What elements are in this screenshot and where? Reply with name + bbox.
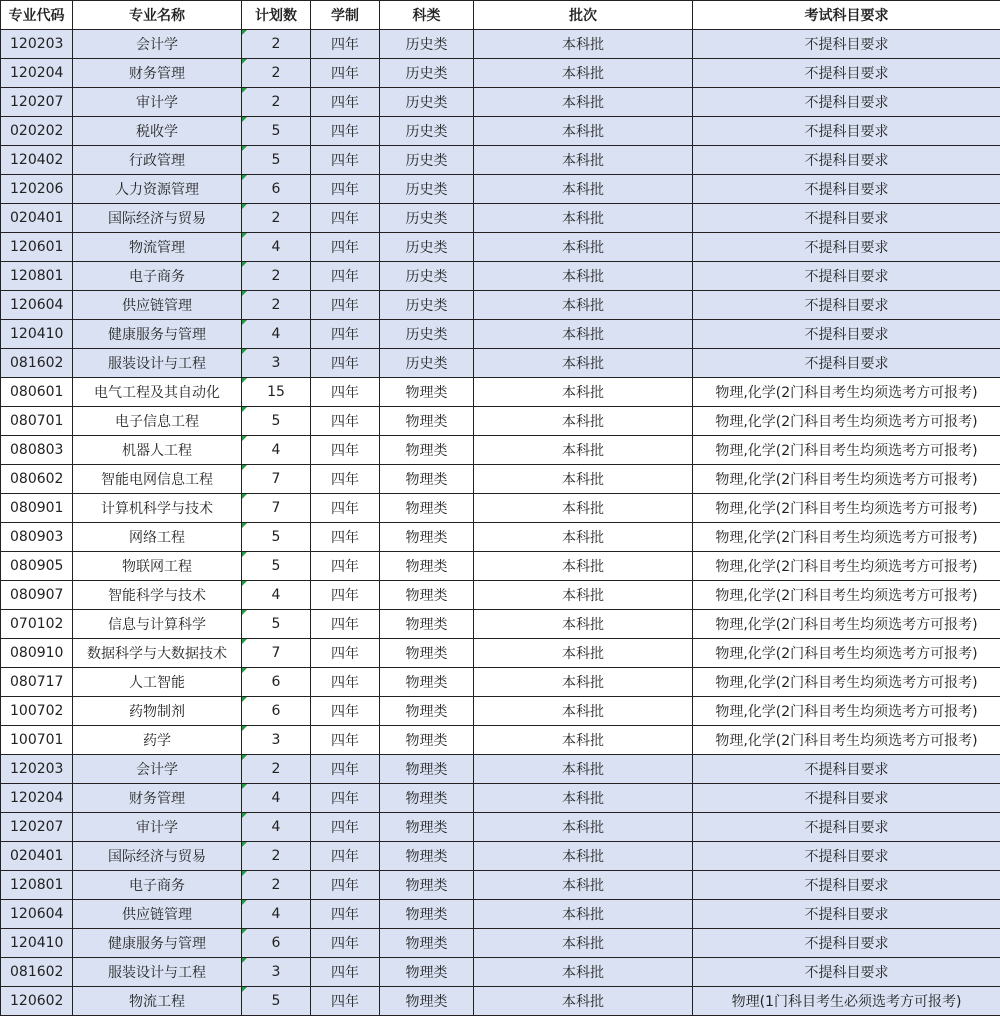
table-row [1, 929, 1000, 958]
cell-plan: 4 [242, 581, 311, 610]
table-row [1, 987, 1000, 1016]
cell-duration: 四年 [311, 929, 380, 958]
cell-category: 物理类 [380, 755, 474, 784]
cell-name: 会计学 [73, 755, 242, 784]
cell-plan: 2 [242, 871, 311, 900]
cell-batch: 本科批 [474, 697, 693, 726]
cell-name: 人力资源管理 [73, 175, 242, 204]
cell-code: 120204 [1, 59, 73, 88]
cell-batch: 本科批 [474, 88, 693, 117]
cell-requirement: 不提科目要求 [693, 117, 1000, 146]
cell-requirement: 不提科目要求 [693, 842, 1000, 871]
table-row [1, 697, 1000, 726]
cell-name: 供应链管理 [73, 900, 242, 929]
cell-batch: 本科批 [474, 581, 693, 610]
cell-name: 人工智能 [73, 668, 242, 697]
table-row [1, 842, 1000, 871]
cell-plan: 2 [242, 59, 311, 88]
cell-category: 物理类 [380, 697, 474, 726]
cell-plan: 2 [242, 30, 311, 59]
cell-plan: 6 [242, 175, 311, 204]
cell-plan: 6 [242, 929, 311, 958]
cell-requirement: 物理,化学(2门科目考生均须选考方可报考) [693, 581, 1000, 610]
cell-batch: 本科批 [474, 668, 693, 697]
cell-requirement: 不提科目要求 [693, 88, 1000, 117]
cell-batch: 本科批 [474, 813, 693, 842]
cell-requirement: 不提科目要求 [693, 929, 1000, 958]
cell-batch: 本科批 [474, 871, 693, 900]
cell-code: 081602 [1, 958, 73, 987]
cell-code: 120402 [1, 146, 73, 175]
cell-duration: 四年 [311, 378, 380, 407]
cell-duration: 四年 [311, 987, 380, 1016]
cell-duration: 四年 [311, 233, 380, 262]
table-row [1, 958, 1000, 987]
table-row [1, 668, 1000, 697]
cell-name: 服装设计与工程 [73, 349, 242, 378]
cell-category: 物理类 [380, 407, 474, 436]
cell-category: 历史类 [380, 204, 474, 233]
cell-plan: 2 [242, 842, 311, 871]
cell-duration: 四年 [311, 88, 380, 117]
table-row [1, 291, 1000, 320]
cell-name: 药物制剂 [73, 697, 242, 726]
cell-plan: 5 [242, 407, 311, 436]
cell-name: 审计学 [73, 813, 242, 842]
cell-requirement: 不提科目要求 [693, 320, 1000, 349]
cell-code: 120602 [1, 987, 73, 1016]
cell-code: 020202 [1, 117, 73, 146]
cell-code: 080907 [1, 581, 73, 610]
cell-name: 会计学 [73, 30, 242, 59]
cell-duration: 四年 [311, 726, 380, 755]
cell-code: 120601 [1, 233, 73, 262]
cell-code: 120207 [1, 813, 73, 842]
cell-duration: 四年 [311, 523, 380, 552]
header-code: 专业代码 [1, 1, 73, 30]
cell-code: 080701 [1, 407, 73, 436]
cell-batch: 本科批 [474, 407, 693, 436]
cell-requirement: 物理,化学(2门科目考生均须选考方可报考) [693, 523, 1000, 552]
table-row [1, 726, 1000, 755]
table-body [1, 30, 1000, 1016]
cell-plan: 4 [242, 813, 311, 842]
cell-category: 物理类 [380, 813, 474, 842]
cell-requirement: 不提科目要求 [693, 146, 1000, 175]
table-row [1, 262, 1000, 291]
cell-name: 国际经济与贸易 [73, 204, 242, 233]
cell-requirement: 不提科目要求 [693, 30, 1000, 59]
cell-batch: 本科批 [474, 987, 693, 1016]
table-row [1, 639, 1000, 668]
table-row [1, 610, 1000, 639]
cell-plan: 5 [242, 610, 311, 639]
cell-code: 080601 [1, 378, 73, 407]
cell-code: 120206 [1, 175, 73, 204]
cell-duration: 四年 [311, 610, 380, 639]
cell-plan: 2 [242, 291, 311, 320]
cell-name: 电子商务 [73, 871, 242, 900]
cell-code: 120204 [1, 784, 73, 813]
cell-requirement: 不提科目要求 [693, 900, 1000, 929]
header-plan: 计划数 [242, 1, 311, 30]
cell-name: 物流工程 [73, 987, 242, 1016]
cell-category: 物理类 [380, 929, 474, 958]
cell-code: 080910 [1, 639, 73, 668]
table-row [1, 813, 1000, 842]
cell-batch: 本科批 [474, 146, 693, 175]
cell-code: 020401 [1, 204, 73, 233]
cell-requirement: 不提科目要求 [693, 349, 1000, 378]
header-requirement: 考试科目要求 [693, 1, 1000, 30]
cell-duration: 四年 [311, 755, 380, 784]
table-row [1, 755, 1000, 784]
cell-category: 物理类 [380, 465, 474, 494]
header-name: 专业名称 [73, 1, 242, 30]
cell-requirement: 不提科目要求 [693, 958, 1000, 987]
cell-batch: 本科批 [474, 929, 693, 958]
cell-category: 物理类 [380, 581, 474, 610]
cell-requirement: 不提科目要求 [693, 204, 1000, 233]
cell-duration: 四年 [311, 494, 380, 523]
table-row [1, 465, 1000, 494]
table-row [1, 30, 1000, 59]
table-row [1, 523, 1000, 552]
cell-name: 机器人工程 [73, 436, 242, 465]
header-batch: 批次 [474, 1, 693, 30]
cell-name: 物流管理 [73, 233, 242, 262]
cell-duration: 四年 [311, 407, 380, 436]
cell-plan: 3 [242, 958, 311, 987]
cell-batch: 本科批 [474, 900, 693, 929]
cell-code: 080717 [1, 668, 73, 697]
cell-category: 物理类 [380, 900, 474, 929]
cell-plan: 4 [242, 320, 311, 349]
cell-duration: 四年 [311, 146, 380, 175]
cell-code: 120203 [1, 30, 73, 59]
cell-code: 120604 [1, 900, 73, 929]
cell-category: 历史类 [380, 233, 474, 262]
cell-duration: 四年 [311, 204, 380, 233]
cell-batch: 本科批 [474, 784, 693, 813]
cell-plan: 3 [242, 349, 311, 378]
cell-requirement: 物理,化学(2门科目考生均须选考方可报考) [693, 726, 1000, 755]
cell-batch: 本科批 [474, 30, 693, 59]
cell-name: 网络工程 [73, 523, 242, 552]
cell-category: 历史类 [380, 59, 474, 88]
cell-batch: 本科批 [474, 494, 693, 523]
cell-duration: 四年 [311, 842, 380, 871]
cell-plan: 6 [242, 668, 311, 697]
cell-batch: 本科批 [474, 349, 693, 378]
cell-plan: 4 [242, 784, 311, 813]
cell-category: 物理类 [380, 784, 474, 813]
cell-requirement: 不提科目要求 [693, 59, 1000, 88]
cell-code: 120410 [1, 929, 73, 958]
cell-name: 税收学 [73, 117, 242, 146]
table-row [1, 436, 1000, 465]
cell-requirement: 物理,化学(2门科目考生均须选考方可报考) [693, 494, 1000, 523]
cell-plan: 4 [242, 233, 311, 262]
table-row [1, 494, 1000, 523]
cell-duration: 四年 [311, 291, 380, 320]
cell-category: 历史类 [380, 146, 474, 175]
cell-batch: 本科批 [474, 842, 693, 871]
cell-category: 物理类 [380, 958, 474, 987]
cell-requirement: 不提科目要求 [693, 291, 1000, 320]
cell-name: 财务管理 [73, 784, 242, 813]
cell-requirement: 不提科目要求 [693, 755, 1000, 784]
cell-code: 100702 [1, 697, 73, 726]
cell-requirement: 不提科目要求 [693, 175, 1000, 204]
cell-category: 历史类 [380, 349, 474, 378]
cell-plan: 4 [242, 900, 311, 929]
cell-plan: 2 [242, 755, 311, 784]
cell-batch: 本科批 [474, 378, 693, 407]
cell-requirement: 物理,化学(2门科目考生均须选考方可报考) [693, 668, 1000, 697]
cell-batch: 本科批 [474, 204, 693, 233]
cell-name: 健康服务与管理 [73, 929, 242, 958]
cell-code: 100701 [1, 726, 73, 755]
table-row [1, 117, 1000, 146]
cell-category: 物理类 [380, 842, 474, 871]
table-row [1, 59, 1000, 88]
cell-name: 供应链管理 [73, 291, 242, 320]
cell-category: 历史类 [380, 30, 474, 59]
cell-duration: 四年 [311, 262, 380, 291]
cell-duration: 四年 [311, 900, 380, 929]
cell-requirement: 物理,化学(2门科目考生均须选考方可报考) [693, 378, 1000, 407]
cell-plan: 7 [242, 465, 311, 494]
cell-plan: 5 [242, 552, 311, 581]
cell-batch: 本科批 [474, 523, 693, 552]
cell-requirement: 物理,化学(2门科目考生均须选考方可报考) [693, 610, 1000, 639]
cell-plan: 2 [242, 88, 311, 117]
cell-requirement: 物理,化学(2门科目考生均须选考方可报考) [693, 436, 1000, 465]
cell-requirement: 物理(1门科目考生必须选考方可报考) [693, 987, 1000, 1016]
cell-name: 数据科学与大数据技术 [73, 639, 242, 668]
cell-category: 物理类 [380, 639, 474, 668]
cell-batch: 本科批 [474, 320, 693, 349]
cell-name: 审计学 [73, 88, 242, 117]
cell-duration: 四年 [311, 697, 380, 726]
cell-duration: 四年 [311, 30, 380, 59]
cell-code: 080901 [1, 494, 73, 523]
cell-batch: 本科批 [474, 610, 693, 639]
cell-plan: 5 [242, 523, 311, 552]
cell-name: 行政管理 [73, 146, 242, 175]
cell-name: 健康服务与管理 [73, 320, 242, 349]
cell-code: 070102 [1, 610, 73, 639]
cell-name: 计算机科学与技术 [73, 494, 242, 523]
table-row [1, 871, 1000, 900]
cell-code: 120207 [1, 88, 73, 117]
cell-plan: 7 [242, 494, 311, 523]
table-row [1, 378, 1000, 407]
cell-code: 080602 [1, 465, 73, 494]
cell-requirement: 物理,化学(2门科目考生均须选考方可报考) [693, 552, 1000, 581]
cell-code: 080803 [1, 436, 73, 465]
cell-code: 120604 [1, 291, 73, 320]
cell-batch: 本科批 [474, 755, 693, 784]
cell-code: 080903 [1, 523, 73, 552]
cell-requirement: 不提科目要求 [693, 871, 1000, 900]
cell-category: 历史类 [380, 291, 474, 320]
cell-batch: 本科批 [474, 465, 693, 494]
table-row [1, 233, 1000, 262]
cell-plan: 7 [242, 639, 311, 668]
cell-name: 财务管理 [73, 59, 242, 88]
cell-name: 电气工程及其自动化 [73, 378, 242, 407]
cell-batch: 本科批 [474, 639, 693, 668]
table-row [1, 552, 1000, 581]
cell-batch: 本科批 [474, 291, 693, 320]
cell-batch: 本科批 [474, 233, 693, 262]
cell-duration: 四年 [311, 552, 380, 581]
cell-batch: 本科批 [474, 59, 693, 88]
cell-duration: 四年 [311, 668, 380, 697]
cell-duration: 四年 [311, 813, 380, 842]
cell-duration: 四年 [311, 59, 380, 88]
cell-duration: 四年 [311, 639, 380, 668]
cell-plan: 5 [242, 987, 311, 1016]
table-row [1, 204, 1000, 233]
table-row [1, 349, 1000, 378]
cell-batch: 本科批 [474, 552, 693, 581]
table-row [1, 407, 1000, 436]
cell-category: 历史类 [380, 117, 474, 146]
cell-name: 电子信息工程 [73, 407, 242, 436]
cell-code: 120410 [1, 320, 73, 349]
cell-plan: 2 [242, 204, 311, 233]
header-duration: 学制 [311, 1, 380, 30]
cell-duration: 四年 [311, 871, 380, 900]
table-row [1, 175, 1000, 204]
cell-code: 120801 [1, 262, 73, 291]
cell-batch: 本科批 [474, 117, 693, 146]
cell-name: 物联网工程 [73, 552, 242, 581]
cell-category: 物理类 [380, 871, 474, 900]
table-row [1, 900, 1000, 929]
cell-duration: 四年 [311, 117, 380, 146]
cell-category: 物理类 [380, 494, 474, 523]
header-category: 科类 [380, 1, 474, 30]
cell-plan: 15 [242, 378, 311, 407]
cell-batch: 本科批 [474, 262, 693, 291]
cell-name: 信息与计算科学 [73, 610, 242, 639]
cell-name: 电子商务 [73, 262, 242, 291]
cell-duration: 四年 [311, 175, 380, 204]
cell-batch: 本科批 [474, 175, 693, 204]
cell-code: 080905 [1, 552, 73, 581]
cell-requirement: 物理,化学(2门科目考生均须选考方可报考) [693, 697, 1000, 726]
cell-category: 历史类 [380, 262, 474, 291]
cell-plan: 2 [242, 262, 311, 291]
table-row [1, 784, 1000, 813]
cell-duration: 四年 [311, 581, 380, 610]
table-row [1, 146, 1000, 175]
cell-name: 服装设计与工程 [73, 958, 242, 987]
cell-code: 120801 [1, 871, 73, 900]
cell-category: 物理类 [380, 610, 474, 639]
cell-duration: 四年 [311, 349, 380, 378]
cell-duration: 四年 [311, 465, 380, 494]
cell-requirement: 物理,化学(2门科目考生均须选考方可报考) [693, 465, 1000, 494]
cell-category: 物理类 [380, 668, 474, 697]
cell-name: 智能科学与技术 [73, 581, 242, 610]
cell-batch: 本科批 [474, 958, 693, 987]
cell-category: 物理类 [380, 378, 474, 407]
cell-requirement: 物理,化学(2门科目考生均须选考方可报考) [693, 407, 1000, 436]
cell-plan: 5 [242, 146, 311, 175]
cell-category: 物理类 [380, 436, 474, 465]
cell-plan: 5 [242, 117, 311, 146]
cell-plan: 3 [242, 726, 311, 755]
cell-name: 国际经济与贸易 [73, 842, 242, 871]
table-row [1, 88, 1000, 117]
cell-category: 历史类 [380, 175, 474, 204]
cell-code: 020401 [1, 842, 73, 871]
cell-category: 物理类 [380, 726, 474, 755]
cell-requirement: 不提科目要求 [693, 262, 1000, 291]
table-row [1, 581, 1000, 610]
cell-category: 历史类 [380, 320, 474, 349]
cell-category: 历史类 [380, 88, 474, 117]
cell-code: 081602 [1, 349, 73, 378]
cell-category: 物理类 [380, 523, 474, 552]
cell-name: 药学 [73, 726, 242, 755]
cell-batch: 本科批 [474, 726, 693, 755]
cell-duration: 四年 [311, 784, 380, 813]
cell-batch: 本科批 [474, 436, 693, 465]
cell-category: 物理类 [380, 552, 474, 581]
cell-requirement: 物理,化学(2门科目考生均须选考方可报考) [693, 639, 1000, 668]
cell-duration: 四年 [311, 320, 380, 349]
cell-requirement: 不提科目要求 [693, 813, 1000, 842]
cell-duration: 四年 [311, 436, 380, 465]
cell-duration: 四年 [311, 958, 380, 987]
cell-name: 智能电网信息工程 [73, 465, 242, 494]
table-row [1, 320, 1000, 349]
cell-code: 120203 [1, 755, 73, 784]
header-row [1, 1, 1000, 30]
cell-requirement: 不提科目要求 [693, 233, 1000, 262]
cell-category: 物理类 [380, 987, 474, 1016]
cell-plan: 4 [242, 436, 311, 465]
cell-requirement: 不提科目要求 [693, 784, 1000, 813]
cell-plan: 6 [242, 697, 311, 726]
